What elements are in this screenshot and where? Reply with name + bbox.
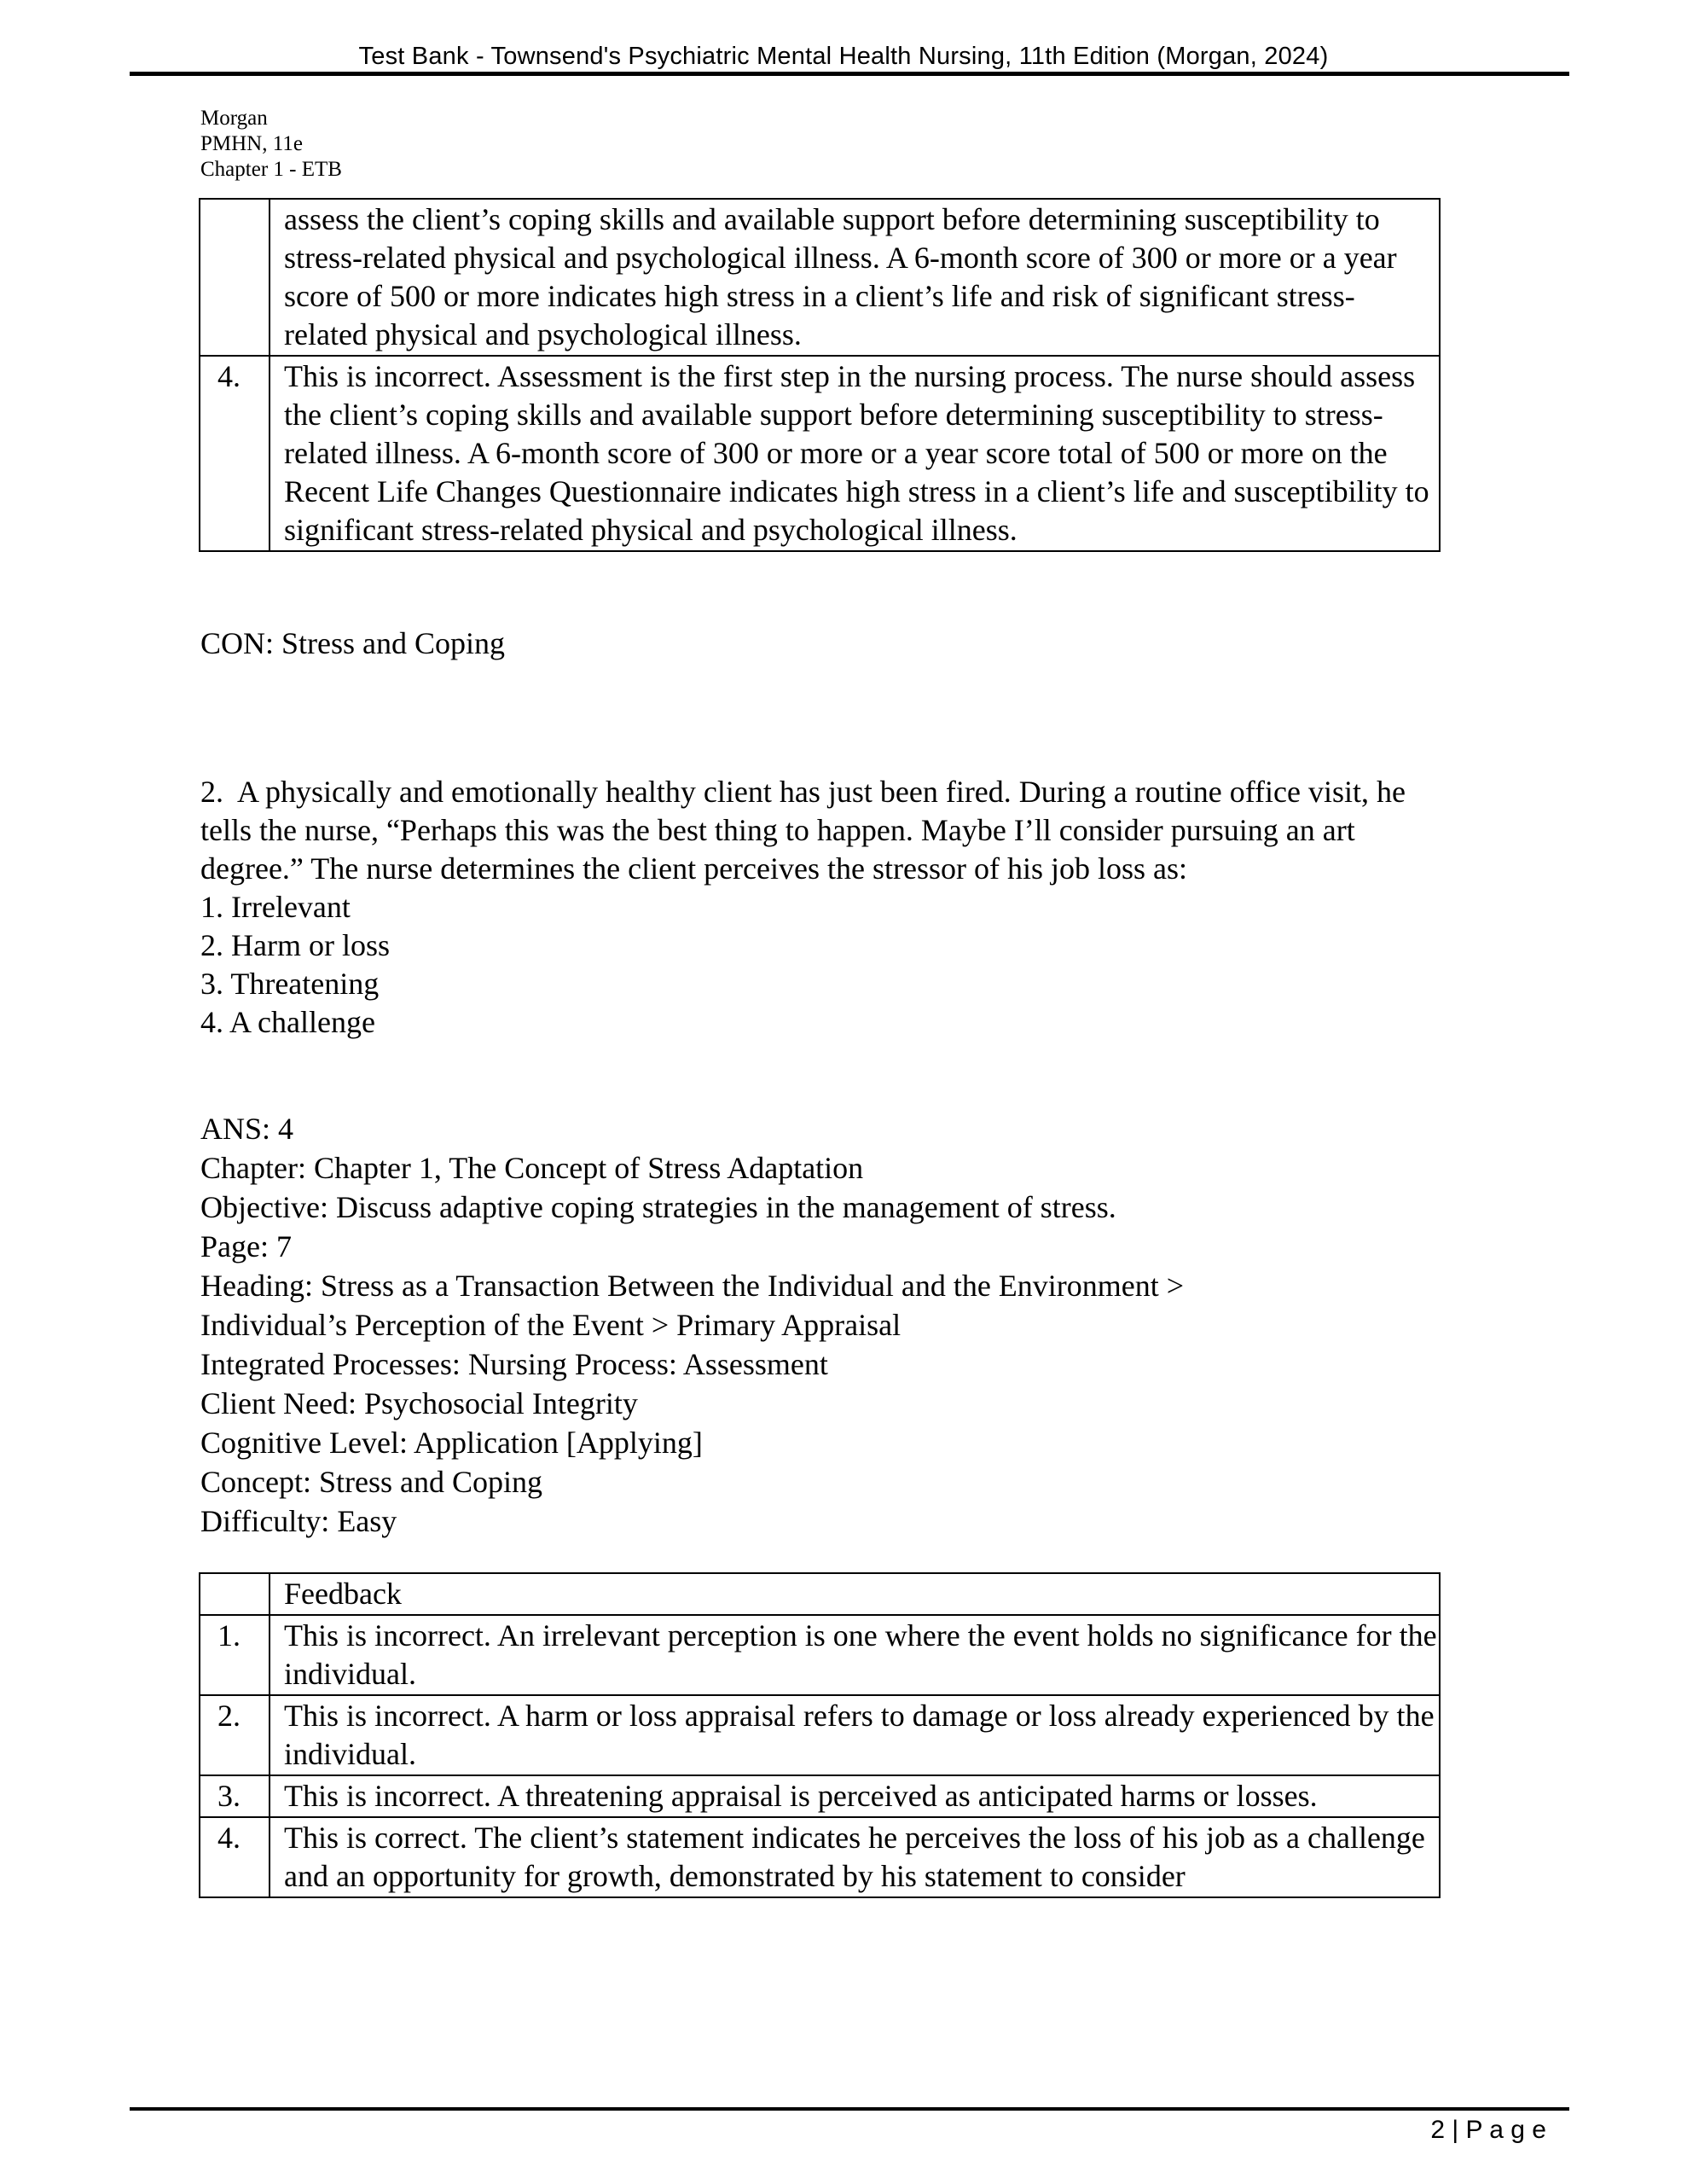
table-row xyxy=(200,1615,1440,1695)
row-text-cell: This is incorrect. A harm or loss appraisal refers to damage or loss already experienced by the individual. xyxy=(270,1695,1440,1775)
answer-details-block xyxy=(200,1109,1447,1541)
row-number-cell: 1. xyxy=(200,1615,270,1695)
table-header-row xyxy=(200,1573,1440,1615)
row-text-cell: This is incorrect. Assessment is the first step in the nursing process. The nurse should assess the client’s coping skills and available support before determining susceptibility to stress-related illness. A 6-month score of 300 or more or a year score total of 500 or more on the Recent Life Changes Questionnaire indicates high stress in a client’s life and susceptibility to significant stress-related physical and psychological illness. xyxy=(270,356,1440,551)
feedback-table xyxy=(199,1572,1441,1898)
row-number-cell xyxy=(200,1573,270,1615)
table-row xyxy=(200,1775,1440,1817)
footer-rule xyxy=(130,2107,1569,2111)
row-number-cell: 4. xyxy=(200,356,270,551)
answer-line: Integrated Processes: Nursing Process: Assessment xyxy=(200,1347,828,1381)
question-option: 3. Threatening xyxy=(200,967,380,1001)
question-stem: 2. A physically and emotionally healthy client has just been fired. During a routine office visit, he tells the nurse, “Perhaps this was the best thing to happen. Maybe I’ll consider pursuing an art degree.” The nurse determines the client perceives the stressor of his job loss as: xyxy=(200,775,1413,886)
concept-label: CON: Stress and Coping xyxy=(200,626,506,660)
row-number-cell xyxy=(200,199,270,356)
meta-author: Morgan xyxy=(200,107,268,130)
header-rule xyxy=(130,72,1569,76)
row-number-cell: 4. xyxy=(200,1817,270,1897)
row-number-cell: 3. xyxy=(200,1775,270,1817)
answer-line: Chapter: Chapter 1, The Concept of Stress Adaptation xyxy=(200,1151,864,1185)
row-text-cell: assess the client’s coping skills and available support before determining susceptibility to stress-related physical and psychological illness. A 6-month score of 300 or more or a year score of 500 or more indicates high stress in a client’s life and risk of significant stress-related physical and psychological illness. xyxy=(270,199,1440,356)
table-row xyxy=(200,1695,1440,1775)
answer-line: Difficulty: Easy xyxy=(200,1504,397,1538)
row-number-cell: 2. xyxy=(200,1695,270,1775)
answer-line: Heading: Stress as a Transaction Between the Individual and the Environment > xyxy=(200,1269,1185,1303)
feedback-table-continued xyxy=(199,198,1441,552)
question-option: 4. A challenge xyxy=(200,1005,375,1039)
answer-line: ANS: 4 xyxy=(200,1112,294,1146)
row-text-cell: This is incorrect. An irrelevant perception is one where the event holds no significance for the individual. xyxy=(270,1615,1440,1695)
answer-line: Client Need: Psychosocial Integrity xyxy=(200,1386,638,1420)
meta-chapter: Chapter 1 - ETB xyxy=(200,158,342,181)
answer-line: Individual’s Perception of the Event > Primary Appraisal xyxy=(200,1308,901,1342)
table-row xyxy=(200,1817,1440,1897)
table-row xyxy=(200,356,1440,551)
row-text-cell: This is correct. The client’s statement indicates he perceives the loss of his job as a challenge and an opportunity for growth, demonstrated by his statement to consider xyxy=(270,1817,1440,1897)
row-text-cell: This is incorrect. A threatening appraisal is perceived as anticipated harms or losses. xyxy=(270,1775,1440,1817)
document-header-title: Test Bank - Townsend's Psychiatric Mental Health Nursing, 11th Edition (Morgan, 2024) xyxy=(358,43,1329,70)
table-row xyxy=(200,199,1440,356)
question-option: 2. Harm or loss xyxy=(200,928,390,962)
page-number: 2 | P a g e xyxy=(1430,2116,1546,2144)
question-option: 1. Irrelevant xyxy=(200,890,351,924)
answer-line: Cognitive Level: Application [Applying] xyxy=(200,1426,703,1460)
feedback-header-cell: Feedback xyxy=(270,1573,1440,1615)
answer-line: Concept: Stress and Coping xyxy=(200,1465,542,1499)
meta-edition: PMHN, 11e xyxy=(200,132,303,155)
answer-line: Page: 7 xyxy=(200,1229,292,1263)
question-block xyxy=(200,773,1447,1042)
document-meta xyxy=(200,106,342,183)
answer-line: Objective: Discuss adaptive coping strategies in the management of stress. xyxy=(200,1190,1116,1224)
